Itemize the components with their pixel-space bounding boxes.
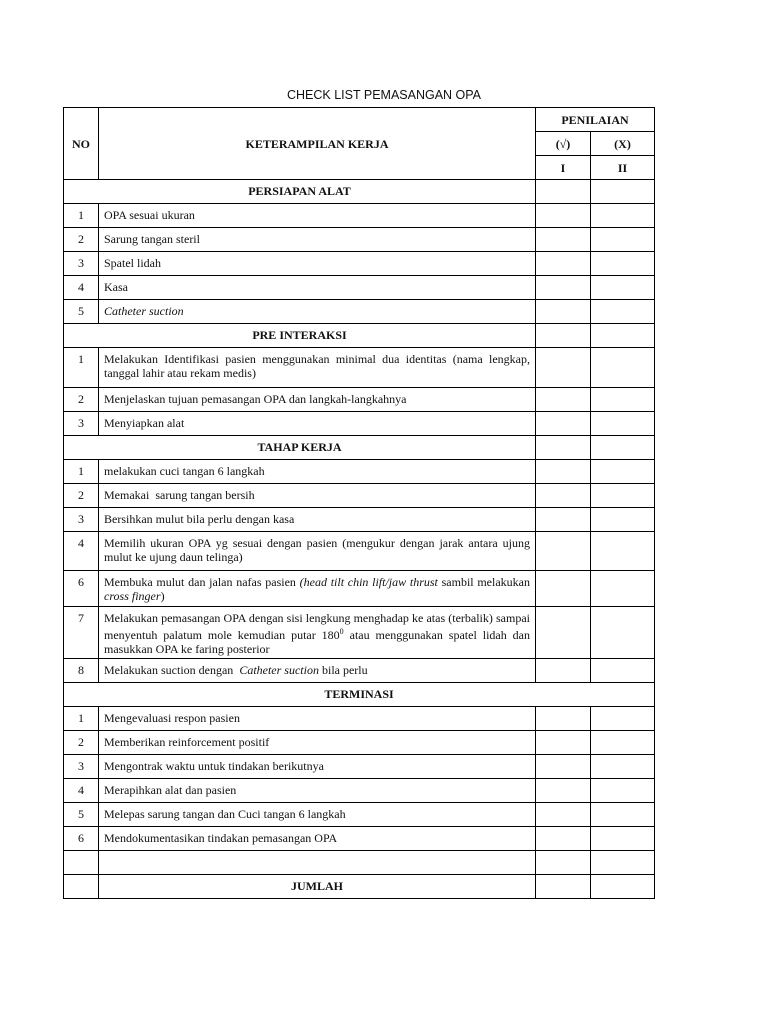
item-text: melakukan cuci tangan 6 langkah	[99, 460, 536, 484]
item-no: 3	[64, 252, 99, 276]
item-text	[99, 571, 536, 607]
score-cell[interactable]	[536, 348, 591, 388]
header-row	[64, 108, 655, 132]
item-no: 8	[64, 659, 99, 683]
score-cell[interactable]	[536, 755, 591, 779]
table-row	[64, 803, 655, 827]
item-text: Mengevaluasi respon pasien	[99, 707, 536, 731]
score-cell[interactable]	[536, 180, 591, 204]
score-cell[interactable]	[591, 388, 655, 412]
item-text: Memberikan reinforcement positif	[99, 731, 536, 755]
item-no: 1	[64, 707, 99, 731]
score-cell[interactable]	[591, 532, 655, 571]
score-cell[interactable]	[591, 460, 655, 484]
score-cell[interactable]	[536, 827, 591, 851]
score-cell[interactable]	[591, 803, 655, 827]
header-col-2: II	[591, 156, 655, 180]
item-text: Sarung tangan steril	[99, 228, 536, 252]
score-cell[interactable]	[591, 607, 655, 659]
section-label: PERSIAPAN ALAT	[64, 180, 536, 204]
score-cell[interactable]	[591, 484, 655, 508]
item-text: Melakukan Identifikasi pasien menggunakan minimal dua identitas (nama lengkap, tanggal lahir atau rekam medis)	[99, 348, 536, 388]
score-cell[interactable]	[591, 755, 655, 779]
item-no: 5	[64, 803, 99, 827]
item-text: Menjelaskan tujuan pemasangan OPA dan langkah-langkahnya	[99, 388, 536, 412]
score-cell[interactable]	[591, 252, 655, 276]
table-row	[64, 300, 655, 324]
section-row	[64, 180, 655, 204]
score-cell[interactable]	[591, 300, 655, 324]
table-row	[64, 348, 655, 388]
score-cell[interactable]	[536, 276, 591, 300]
header-no: NO	[64, 108, 99, 180]
table-row	[64, 827, 655, 851]
item-text-part: sambil melakukan	[437, 575, 530, 589]
empty-cell	[99, 851, 536, 875]
table-row	[64, 276, 655, 300]
score-cell[interactable]	[591, 348, 655, 388]
section-row	[64, 324, 655, 348]
item-no: 6	[64, 827, 99, 851]
score-cell[interactable]	[536, 659, 591, 683]
item-no: 1	[64, 348, 99, 388]
header-skill: KETERAMPILAN KERJA	[99, 108, 536, 180]
section-label: TERMINASI	[64, 683, 655, 707]
item-no: 2	[64, 228, 99, 252]
score-cell[interactable]	[536, 460, 591, 484]
total-label: JUMLAH	[99, 875, 536, 899]
item-text	[99, 607, 536, 659]
score-cell[interactable]	[591, 412, 655, 436]
score-cell[interactable]	[591, 707, 655, 731]
item-text: Memakai sarung tangan bersih	[99, 484, 536, 508]
item-text: Memilih ukuran OPA yg sesuai dengan pasien (mengukur dengan jarak antara ujung mulut ke ujung daun telinga)	[99, 532, 536, 571]
table-row	[64, 779, 655, 803]
table-row	[64, 508, 655, 532]
score-cell[interactable]	[591, 228, 655, 252]
item-no: 4	[64, 779, 99, 803]
section-row	[64, 436, 655, 460]
table-row	[64, 607, 655, 659]
header-col-1: I	[536, 156, 591, 180]
table-row	[64, 851, 655, 875]
item-text-part: bila perlu	[318, 663, 368, 677]
item-no: 5	[64, 300, 99, 324]
score-cell[interactable]	[536, 484, 591, 508]
item-text-part: atau menggunakan spatel lidah dan masukkan OPA ke faring posterior	[104, 628, 531, 656]
score-cell[interactable]	[536, 707, 591, 731]
degree-superscript: 0	[339, 627, 344, 636]
total-score-cell[interactable]	[591, 875, 655, 899]
score-cell[interactable]	[536, 436, 591, 460]
item-text: Merapihkan alat dan pasien	[99, 779, 536, 803]
table-row	[64, 204, 655, 228]
total-score-cell[interactable]	[536, 875, 591, 899]
score-cell[interactable]	[536, 412, 591, 436]
score-cell[interactable]	[536, 300, 591, 324]
empty-cell	[64, 875, 99, 899]
item-text: Kasa	[99, 276, 536, 300]
section-label: TAHAP KERJA	[64, 436, 536, 460]
header-check: (√)	[536, 132, 591, 156]
table-row	[64, 755, 655, 779]
item-text	[99, 659, 536, 683]
score-cell[interactable]	[591, 659, 655, 683]
item-no: 7	[64, 607, 99, 659]
item-no: 3	[64, 755, 99, 779]
total-row	[64, 875, 655, 899]
score-cell[interactable]	[591, 827, 655, 851]
score-cell[interactable]	[591, 276, 655, 300]
score-cell[interactable]	[591, 436, 655, 460]
item-text-part: Melakukan suction dengan	[104, 663, 240, 677]
item-no: 1	[64, 204, 99, 228]
score-cell[interactable]	[591, 851, 655, 875]
score-cell[interactable]	[591, 180, 655, 204]
score-cell[interactable]	[536, 204, 591, 228]
score-cell[interactable]	[536, 803, 591, 827]
score-cell[interactable]	[591, 731, 655, 755]
item-text: Menyiapkan alat	[99, 412, 536, 436]
score-cell[interactable]	[591, 508, 655, 532]
header-cross: (X)	[591, 132, 655, 156]
item-no: 3	[64, 412, 99, 436]
item-text-italic: cross finger	[104, 589, 161, 603]
section-label: PRE INTERAKSI	[64, 324, 536, 348]
item-no: 2	[64, 388, 99, 412]
score-cell[interactable]	[536, 851, 591, 875]
table-row	[64, 659, 655, 683]
item-text: Mendokumentasikan tindakan pemasangan OPA	[99, 827, 536, 851]
item-no: 3	[64, 508, 99, 532]
score-cell[interactable]	[591, 779, 655, 803]
score-cell[interactable]	[536, 388, 591, 412]
header-assessment: PENILAIAN	[536, 108, 655, 132]
item-text: Bersihkan mulut bila perlu dengan kasa	[99, 508, 536, 532]
section-row	[64, 683, 655, 707]
item-text-italic: (head tilt chin lift/jaw thrust	[299, 575, 438, 589]
score-cell[interactable]	[536, 731, 591, 755]
table-row	[64, 532, 655, 571]
score-cell[interactable]	[536, 324, 591, 348]
table-row	[64, 388, 655, 412]
item-text-part: Melakukan pemasangan OPA dengan sisi lengkung menghadap ke atas (terbalik) sampai menyentuh palatum mole kemudian putar 180	[104, 611, 530, 642]
checklist-table	[63, 107, 655, 899]
item-text: OPA sesuai ukuran	[99, 204, 536, 228]
table-row	[64, 412, 655, 436]
page-title: CHECK LIST PEMASANGAN OPA	[286, 88, 482, 102]
table-row	[64, 707, 655, 731]
table-row	[64, 460, 655, 484]
score-cell[interactable]	[591, 571, 655, 607]
item-no: 4	[64, 276, 99, 300]
item-text-part: )	[160, 589, 165, 603]
score-cell[interactable]	[536, 228, 591, 252]
item-no: 2	[64, 731, 99, 755]
score-cell[interactable]	[536, 252, 591, 276]
table-row	[64, 484, 655, 508]
item-no: 4	[64, 532, 99, 571]
table-row	[64, 731, 655, 755]
empty-cell	[64, 851, 99, 875]
score-cell[interactable]	[536, 779, 591, 803]
item-text: Spatel lidah	[99, 252, 536, 276]
score-cell[interactable]	[536, 571, 591, 607]
score-cell[interactable]	[536, 532, 591, 571]
table-row	[64, 252, 655, 276]
score-cell[interactable]	[536, 607, 591, 659]
score-cell[interactable]	[591, 204, 655, 228]
table-row	[64, 571, 655, 607]
item-text: Melepas sarung tangan dan Cuci tangan 6 langkah	[99, 803, 536, 827]
score-cell[interactable]	[536, 508, 591, 532]
item-text: Catheter suction	[99, 300, 536, 324]
item-no: 1	[64, 460, 99, 484]
item-no: 6	[64, 571, 99, 607]
table-row	[64, 228, 655, 252]
item-text: Mengontrak waktu untuk tindakan berikutnya	[99, 755, 536, 779]
item-no: 2	[64, 484, 99, 508]
score-cell[interactable]	[591, 324, 655, 348]
item-text-italic: Catheter suction	[239, 663, 319, 677]
item-text-part: Membuka mulut dan jalan nafas pasien	[104, 575, 300, 589]
